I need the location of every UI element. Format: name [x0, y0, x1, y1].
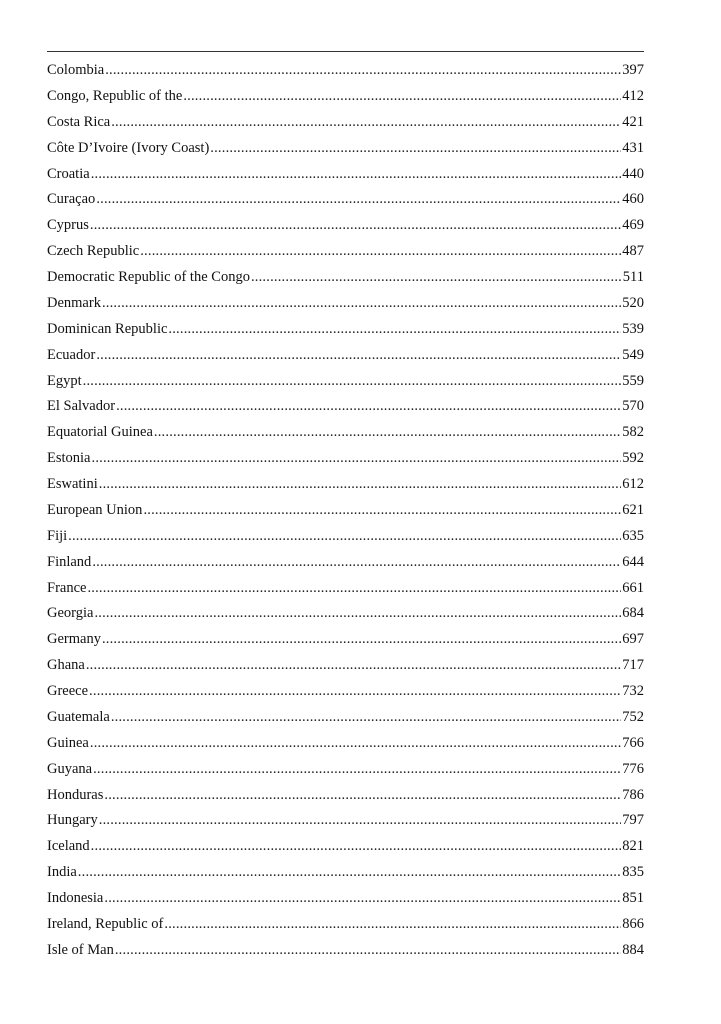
toc-entry-title: Guatemala [47, 708, 110, 725]
dot-leader [93, 759, 621, 779]
toc-entry-title: Cyprus [47, 217, 89, 234]
dot-leader [140, 241, 621, 261]
toc-entry[interactable] [47, 940, 644, 966]
toc-entry[interactable] [47, 500, 644, 526]
toc-entry[interactable] [47, 241, 644, 267]
toc-entry[interactable] [47, 888, 644, 914]
toc-entry-page-number: 884 [622, 941, 644, 958]
toc-entry-page-number: 661 [622, 579, 644, 596]
dot-leader [115, 940, 621, 960]
toc-entry-page-number: 684 [622, 605, 644, 622]
toc-entry[interactable] [47, 345, 644, 371]
toc-entry-title: India [47, 864, 77, 881]
toc-entry-title: Hungary [47, 812, 98, 829]
dot-leader [94, 603, 621, 623]
toc-entry-page-number: 460 [622, 191, 644, 208]
toc-entry-title: Croatia [47, 165, 90, 182]
dot-leader [91, 836, 622, 856]
toc-entry-title: Iceland [47, 838, 90, 855]
toc-entry-title: Ireland, Republic of [47, 915, 164, 932]
dot-leader [78, 862, 621, 882]
toc-entry[interactable] [47, 707, 644, 733]
toc-entry-page-number: 866 [622, 915, 644, 932]
toc-entry-title: Germany [47, 631, 101, 648]
toc-entry-page-number: 397 [622, 62, 644, 78]
toc-entry-title: France [47, 579, 87, 596]
toc-entry-page-number: 752 [622, 708, 644, 725]
toc-entry-page-number: 644 [622, 553, 644, 570]
toc-entry-title: Egypt [47, 372, 82, 389]
dot-leader [251, 267, 622, 287]
toc-entry[interactable] [47, 629, 644, 655]
toc-entry[interactable] [47, 319, 644, 345]
dot-leader [92, 552, 621, 572]
dot-leader [99, 810, 622, 830]
toc-entry-page-number: 582 [622, 424, 644, 441]
dot-leader [105, 60, 621, 80]
toc-entry-page-number: 592 [622, 450, 644, 467]
toc-entry[interactable] [47, 526, 644, 552]
toc-entry[interactable] [47, 112, 644, 138]
table-of-contents [47, 60, 644, 966]
toc-entry-page-number: 732 [622, 683, 644, 699]
toc-entry-title: Equatorial Guinea [47, 424, 153, 441]
toc-entry[interactable] [47, 164, 644, 190]
toc-entry-page-number: 835 [622, 864, 644, 881]
toc-entry-page-number: 559 [622, 372, 644, 389]
toc-entry[interactable] [47, 371, 644, 397]
dot-leader [102, 629, 621, 649]
toc-entry-title: Finland [47, 553, 92, 570]
toc-entry-title: Costa Rica [47, 113, 111, 130]
toc-entry-page-number: 421 [622, 113, 644, 130]
toc-entry[interactable] [47, 86, 644, 112]
toc-entry-title: Côte D’Ivoire (Ivory Coast) [47, 139, 210, 156]
toc-entry-title: Guinea [47, 734, 89, 751]
toc-entry-page-number: 786 [622, 786, 644, 803]
toc-entry-page-number: 549 [622, 346, 644, 363]
toc-entry[interactable] [47, 396, 644, 422]
toc-entry[interactable] [47, 552, 644, 578]
toc-entry-title: Georgia [47, 605, 94, 622]
dot-leader [104, 785, 621, 805]
toc-entry[interactable] [47, 215, 644, 241]
toc-entry-page-number: 851 [622, 890, 644, 906]
toc-entry[interactable] [47, 267, 644, 293]
dot-leader [86, 655, 621, 675]
dot-leader [111, 112, 621, 132]
dot-leader [87, 578, 621, 598]
toc-entry-page-number: 797 [622, 812, 644, 829]
toc-entry-title: Indonesia [47, 890, 104, 906]
toc-entry-title: Guyana [47, 760, 93, 777]
toc-entry-title: Ecuador [47, 346, 96, 363]
toc-entry-page-number: 776 [622, 760, 644, 777]
toc-entry[interactable] [47, 759, 644, 785]
toc-entry[interactable] [47, 448, 644, 474]
toc-entry-title: Denmark [47, 294, 101, 311]
toc-entry-title: Eswatini [47, 476, 98, 492]
dot-leader [96, 345, 621, 365]
dot-leader [99, 474, 622, 494]
dot-leader [104, 888, 621, 908]
toc-entry[interactable] [47, 914, 644, 940]
dot-leader [183, 86, 621, 106]
toc-entry-page-number: 487 [622, 243, 644, 260]
dot-leader [90, 215, 621, 235]
dot-leader [111, 707, 621, 727]
toc-entry-page-number: 717 [622, 657, 644, 674]
toc-entry[interactable] [47, 293, 644, 319]
toc-entry-page-number: 612 [622, 476, 644, 492]
toc-entry-title: Czech Republic [47, 243, 140, 260]
toc-page [47, 51, 644, 966]
toc-entry-page-number: 539 [622, 320, 644, 337]
dot-leader [89, 681, 621, 701]
dot-leader [91, 164, 622, 184]
toc-entry-title: Dominican Republic [47, 320, 168, 337]
toc-entry-title: Ghana [47, 657, 85, 674]
toc-entry-title: Estonia [47, 450, 91, 467]
toc-entry-title: Curaçao [47, 191, 96, 208]
dot-leader [164, 914, 621, 934]
toc-entry[interactable] [47, 733, 644, 759]
toc-entry-title: Colombia [47, 62, 105, 78]
top-rule [47, 51, 644, 52]
toc-entry-title: Congo, Republic of the [47, 87, 183, 104]
dot-leader [168, 319, 621, 339]
toc-entry-page-number: 697 [622, 631, 644, 648]
toc-entry-page-number: 635 [622, 527, 644, 544]
toc-entry-title: European Union [47, 501, 143, 518]
toc-entry[interactable] [47, 862, 644, 888]
dot-leader [68, 526, 621, 546]
toc-entry-title: Isle of Man [47, 941, 114, 958]
toc-entry-page-number: 511 [622, 269, 644, 285]
toc-entry[interactable] [47, 655, 644, 681]
toc-entry-title: Democratic Republic of the Congo [47, 269, 250, 285]
toc-entry[interactable] [47, 474, 644, 500]
toc-entry-title: El Salvador [47, 398, 116, 415]
toc-entry-page-number: 412 [622, 87, 644, 104]
toc-entry[interactable] [47, 422, 644, 448]
toc-entry[interactable] [47, 138, 644, 164]
toc-entry-page-number: 570 [622, 398, 644, 415]
dot-leader [116, 396, 621, 416]
toc-entry-title: Greece [47, 683, 89, 699]
toc-entry[interactable] [47, 810, 644, 836]
toc-entry-page-number: 621 [622, 501, 644, 518]
dot-leader [83, 371, 622, 391]
toc-entry[interactable] [47, 836, 644, 862]
toc-entry-page-number: 821 [622, 838, 644, 855]
toc-entry[interactable] [47, 578, 644, 604]
toc-entry[interactable] [47, 603, 644, 629]
toc-entry-title: Fiji [47, 527, 68, 544]
toc-entry[interactable] [47, 785, 644, 811]
toc-entry[interactable] [47, 60, 644, 86]
toc-entry[interactable] [47, 189, 644, 215]
dot-leader [90, 733, 621, 753]
dot-leader [154, 422, 621, 442]
toc-entry-page-number: 766 [622, 734, 644, 751]
toc-entry[interactable] [47, 681, 644, 707]
toc-entry-title: Honduras [47, 786, 104, 803]
toc-entry-page-number: 431 [622, 139, 644, 156]
toc-entry-page-number: 520 [622, 294, 644, 311]
dot-leader [92, 448, 622, 468]
toc-entry-page-number: 440 [622, 165, 644, 182]
dot-leader [96, 189, 621, 209]
toc-entry-page-number: 469 [622, 217, 644, 234]
dot-leader [210, 138, 621, 158]
dot-leader [102, 293, 621, 313]
dot-leader [143, 500, 621, 520]
